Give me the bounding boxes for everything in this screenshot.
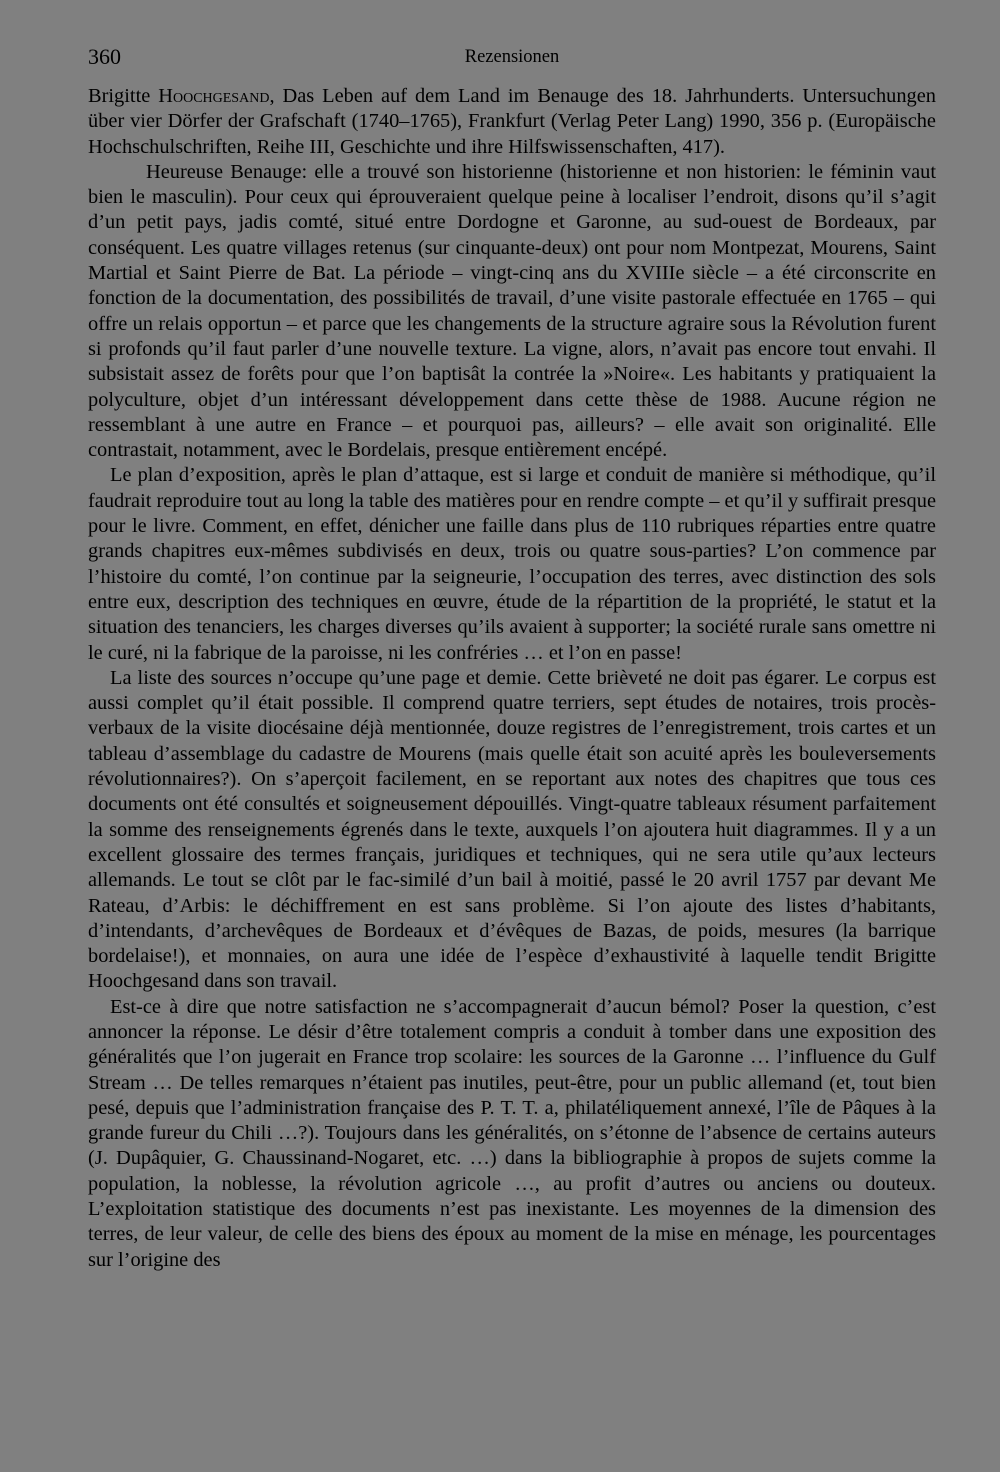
citation-author-surname: Hoochgesand bbox=[158, 85, 270, 107]
running-head-title: Rezensionen bbox=[464, 47, 560, 67]
book-citation bbox=[88, 84, 936, 160]
review-paragraph: Est-ce à dire que notre satisfaction ne s’accompagnerait d’aucun bémol? Poser la question, c’est annoncer la réponse. Le désir d’être totalement compris a conduit à tomber dans une exposition des généralités que l’on jugerait en France trop scolaire: les sources de la Garonne … l’influence du Gulf Stream … De telles remarques n’étaient pas inutiles, peut-être, pour un public allemand (et, tout bien pesé, depuis que l’administration française des P. T. T. a, philatéliquement annexé, l’île de Pâques à la grande fureur du Chili …?). Toujours dans les généralités, on s’étonne de l’absence de certains auteurs (J. Dupâquier, G. Chaussinand-Nogaret, etc. …) dans la bibliographie à propos de sujets comme la population, la noblesse, la révolution agricole …, au profit d’autres ou anciens ou douteux. L’exploitation statistique des documents n’est pas inexistante. Les moyennes de la dimension des terres, de leur valeur, de celle des biens des époux au moment de la mise en ménage, les pourcentages sur l’origine des bbox=[88, 995, 936, 1271]
review-paragraph: Heureuse Benauge: elle a trouvé son historienne (historienne et non historien: le féminin vaut bien le masculin). Pour ceux qui éprouveraient quelque peine à localiser l’endroit, disons qu’il s’agit d’un petit pays, jadis comté, situé entre Dordogne et Garonne, au sud-ouest de Bordeaux, par conséquent. Les quatre villages retenus (sur cinquante-deux) ont pour nom Montpezat, Mourens, Saint Martial et Saint Pierre de Bat. La période – vingt-cinq ans du XVIIIe siècle – a été circonscrite en fonction de la documentation, des possibilités de travail, d’une visite pastorale effectuée en 1765 – qui offre un relais opportun – et parce que les changements de la structure agraire sous la Révolution furent si profonds qu’il faut parler d’une nouvelle texture. La vigne, alors, n’avait pas encore tout envahi. Il subsistait assez de forêts pour que l’on baptisât la contrée la »Noire«. Les habitants y pratiquaient la polyculture, objet d’un intéressant développement dans cette thèse de 1988. Aucune région ne ressemblant à une autre en France – et pourquoi pas, ailleurs? – elle avait son originalité. Elle contrastait, notamment, avec le Bordelais, presque entièrement encépé. bbox=[88, 160, 936, 462]
citation-author-given: Brigitte bbox=[88, 85, 159, 107]
citation-details: , Das Leben auf dem Land im Benauge des 18. Jahrhunderts. Untersuchungen über vier Dörfer der Grafschaft (1740–1765), Frankfurt (Verlag Peter Lang) 1990, 356 p. (Europäische Hochschulschriften, Reihe III, Geschichte und ihre Hilfswissenschaften, 417). bbox=[88, 85, 937, 158]
running-head bbox=[88, 44, 936, 74]
review-body bbox=[88, 84, 936, 1273]
page-number: 360 bbox=[88, 44, 121, 69]
review-paragraph: Le plan d’exposition, après le plan d’attaque, est si large et conduit de manière si méthodique, qu’il faudrait reproduire tout au long la table des matières pour en rendre compte – et qu’il y suffirait presque pour le livre. Comment, en effet, dénicher une faille dans plus de 110 rubriques réparties entre quatre grands chapitres eux-mêmes subdivisés en deux, trois ou quatre sous-parties? L’on commence par l’histoire du comté, l’on continue par la seigneurie, l’occupation des terres, avec distinction des sols entre eux, description des techniques en œuvre, étude de la répartition de la propriété, le statut et la situation des tenanciers, les charges diverses qu’ils avaient à supporter; la société rurale sans omettre ni le curé, ni la fabrique de la paroisse, ni les confréries … et l’on en passe! bbox=[88, 464, 936, 664]
document-page bbox=[88, 44, 936, 1273]
review-paragraph: La liste des sources n’occupe qu’une page et demie. Cette brièveté ne doit pas égarer. Le corpus est aussi complet qu’il était possible. Il comprend quatre terriers, sept études de notaires, trois procès-verbaux de la visite diocésaine déjà mentionnée, douze registres de l’enregistrement, trois cartes et un tableau d’assemblage du cadastre de Mourens (mais quelle était son acuité après les bouleversements révolutionnaires?). On s’aperçoit facilement, en se reportant aux notes des chapitres que tous ces documents ont été consultés et soigneusement dépouillés. Vingt-quatre tableaux résument parfaitement la somme des renseignements égrenés dans le texte, auxquels l’on ajoutera huit diagrammes. Il y a un excellent glossaire des termes français, juridiques et techniques, qui ne sera utile qu’aux lecteurs allemands. Le tout se clôt par le fac-similé d’un bail à moitié, passé le 20 avril 1757 par devant Me Rateau, d’Arbis: le déchiffrement en est sans problème. Si l’on ajoute des listes d’habitants, d’intendants, d’archevêques de Bordeaux et d’évêques de Bazas, de poids, mesures (la barrique bordelaise!), et monnaies, on aura une idée de l’espèce d’exhaustivité à laquelle tendit Brigitte Hoochgesand dans son travail. bbox=[88, 666, 936, 993]
